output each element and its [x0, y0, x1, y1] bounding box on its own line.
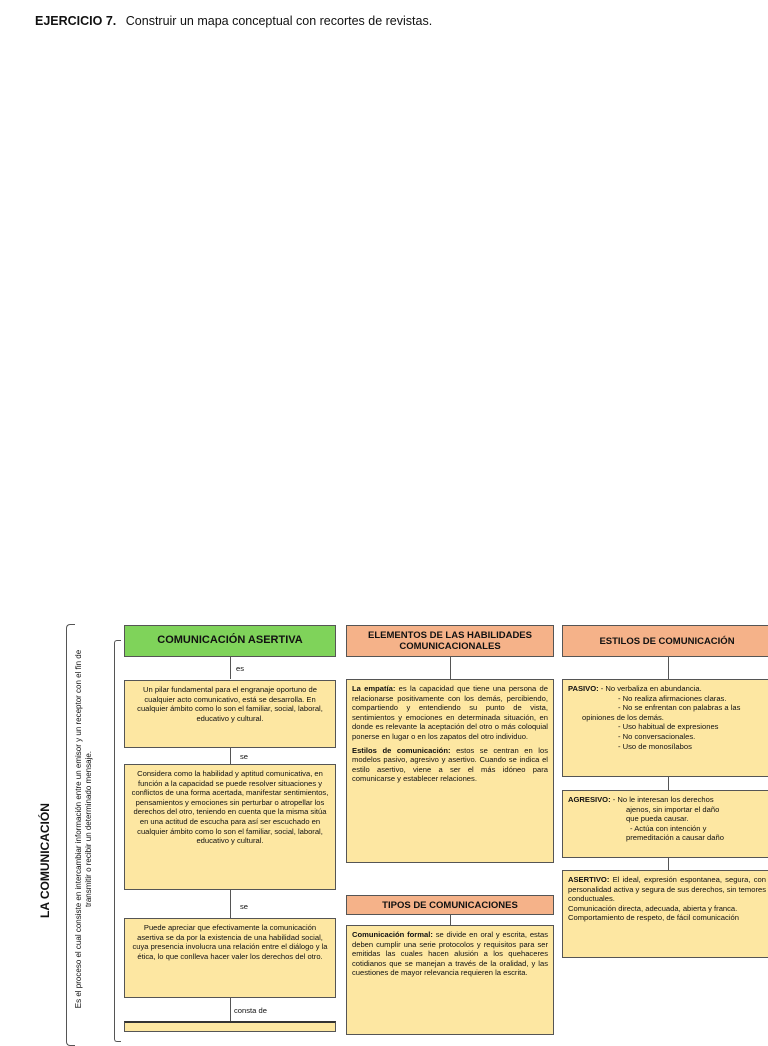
asertiva-paragraph-1: [124, 680, 336, 748]
exercise-instruction: Construir un mapa conceptual con recortes de revistas.: [125, 14, 433, 28]
asertiva-paragraph-2-text: Considera como la habilidad y aptitud comunicativa, en función a la capacidad se puede resolver situaciones y conflictos de una forma acertada, manifestar sentimientos, pensamientos y emociones sin perturbar o atropellar los derechos del otro, teniendo en cuenta que la misma sitúa en una actitud de escucha para así ser escuchado en cualquier ámbito como lo son el familiar, social, laboral, educativo y cultural.: [131, 769, 329, 846]
asertivo-line-1-text: El ideal, expresión espontanea, segura, con personalidad activa y segura de sus derechos, sin temores conductuales.: [568, 875, 766, 904]
estilos-paragraph: [352, 746, 548, 784]
connector-line: [668, 777, 669, 791]
elementos-title: [346, 625, 554, 657]
agresivo-line-1: [568, 795, 766, 805]
map-definition: Es el proceso el cual consiste en intercambiar información entre un emisor y un receptor con el fin de transmitir o recibir un determinado mensaje.: [74, 649, 93, 1009]
pasivo-line-3: - No se enfrentan con palabras a las: [618, 703, 741, 713]
map-title: LA COMUNICACIÓN: [38, 803, 52, 918]
connector-line: [230, 890, 231, 918]
connector-se-1: se: [240, 752, 249, 761]
formal-label: Comunicación formal:: [352, 930, 433, 939]
empatia-paragraph: [352, 684, 548, 742]
inner-bracket: [114, 640, 121, 1042]
agresivo-line-5: premeditación a causar daño: [626, 833, 724, 843]
pasivo-line-1: [568, 684, 766, 694]
elementos-box: [346, 679, 554, 863]
pasivo-label: PASIVO:: [568, 684, 599, 693]
asertiva-paragraph-3: [124, 918, 336, 998]
empatia-text: es la capacidad que tiene una persona de relacionarse positivamente con los demás, percibiendo, compartiendo y entendiendo su punto de vista, sentimientos y emociones en determinada situación, en donde es relevante la aceptación del otro o más coloquial ponerse en lugar o en los zapatos del otro individuo.: [352, 684, 549, 741]
connector-consta-de: consta de: [234, 1006, 267, 1015]
connector-es: es: [236, 664, 245, 673]
asertiva-next-box: [124, 1021, 336, 1032]
asertivo-line-1: [568, 875, 766, 904]
asertiva-paragraph-2: [124, 764, 336, 890]
estilos-text: estos se centran en los modelos pasivo, agresivo y asertivo. Cuando se indica el estilo asertivo, viene a ser el más idóneo para comunicarse y establecer relaciones.: [352, 745, 549, 784]
tipos-title: [346, 895, 554, 915]
tipos-title-text: TIPOS DE COMUNICACIONES: [382, 899, 518, 911]
estilos-title: [562, 625, 768, 657]
connector-line: [450, 657, 451, 679]
connector-line: [450, 915, 451, 925]
pasivo-line-6: - No conversacionales.: [618, 731, 696, 741]
asertiva-title-text: COMUNICACIÓN ASERTIVA: [157, 634, 303, 647]
agresivo-line-2: ajenos, sin importar el daño: [626, 804, 720, 814]
pasivo-line-2: - No realiza afirmaciones claras.: [618, 693, 727, 703]
asertiva-paragraph-3-text: Puede apreciar que efectivamente la comunicación asertiva se da por la existencia de una habilidad social, cuya presencia involucra una relación entre el diálogo y la ética, lo que conlleva hacer valer los derechos del otro.: [132, 923, 328, 961]
agresivo-label: AGRESIVO:: [568, 795, 611, 804]
pasivo-line-7: - Uso de monosílabos: [618, 741, 692, 751]
agresivo-box: [562, 790, 768, 858]
formal-text: se divide en oral y escrita, estas deben cumplir una serie protocolos y requisitos para ser emitidas las cuales hacen alusión a los quehaceres cotidianos que se manejan a través de la oralidad, y las cuestiones de mayor relevancia requieren la escrita.: [352, 930, 548, 978]
agresivo-line-3: que pueda causar.: [626, 814, 689, 824]
asertiva-title: [124, 625, 336, 657]
connector-line: [668, 858, 669, 870]
estilos-title-text: ESTILOS DE COMUNICACIÓN: [599, 635, 735, 647]
exercise-header: [35, 14, 432, 28]
pasivo-line-4: opiniones de los demás.: [582, 712, 664, 722]
connector-line: [230, 748, 231, 764]
estilos-label: Estilos de comunicación:: [352, 745, 451, 755]
connector-line: [668, 657, 669, 679]
asertivo-box: [562, 870, 768, 958]
agresivo-line-4: - Actúa con intención y: [630, 823, 707, 833]
asertiva-paragraph-1-text: Un pilar fundamental para el engranaje oportuno de cualquier acto comunicativo, está se desarrolla. En cualquier ámbito como lo son el familiar, social, laboral, educativo y cultural.: [137, 685, 323, 723]
outer-bracket: [66, 624, 75, 1046]
empatia-label: La empatía:: [352, 684, 396, 693]
pasivo-line-5: - Uso habitual de expresiones: [618, 722, 719, 732]
pasivo-line-1-text: - No verbaliza en abundancia.: [598, 684, 702, 693]
asertivo-label: ASERTIVO:: [568, 875, 610, 884]
tipos-box: [346, 925, 554, 1035]
elementos-title-text: ELEMENTOS DE LAS HABILIDADES COMUNICACIONALES: [368, 630, 532, 652]
connector-se-2: se: [240, 902, 249, 911]
asertivo-line-3: Comportamiento de respeto, de fácil comunicación: [568, 913, 739, 923]
connector-line: [230, 657, 231, 679]
asertivo-line-2: Comunicación directa, adecuada, abierta y franca.: [568, 903, 738, 913]
exercise-label: EJERCICIO 7.: [35, 14, 117, 28]
agresivo-line-1-text: - No le interesan los derechos: [610, 795, 714, 804]
pasivo-box: [562, 679, 768, 777]
